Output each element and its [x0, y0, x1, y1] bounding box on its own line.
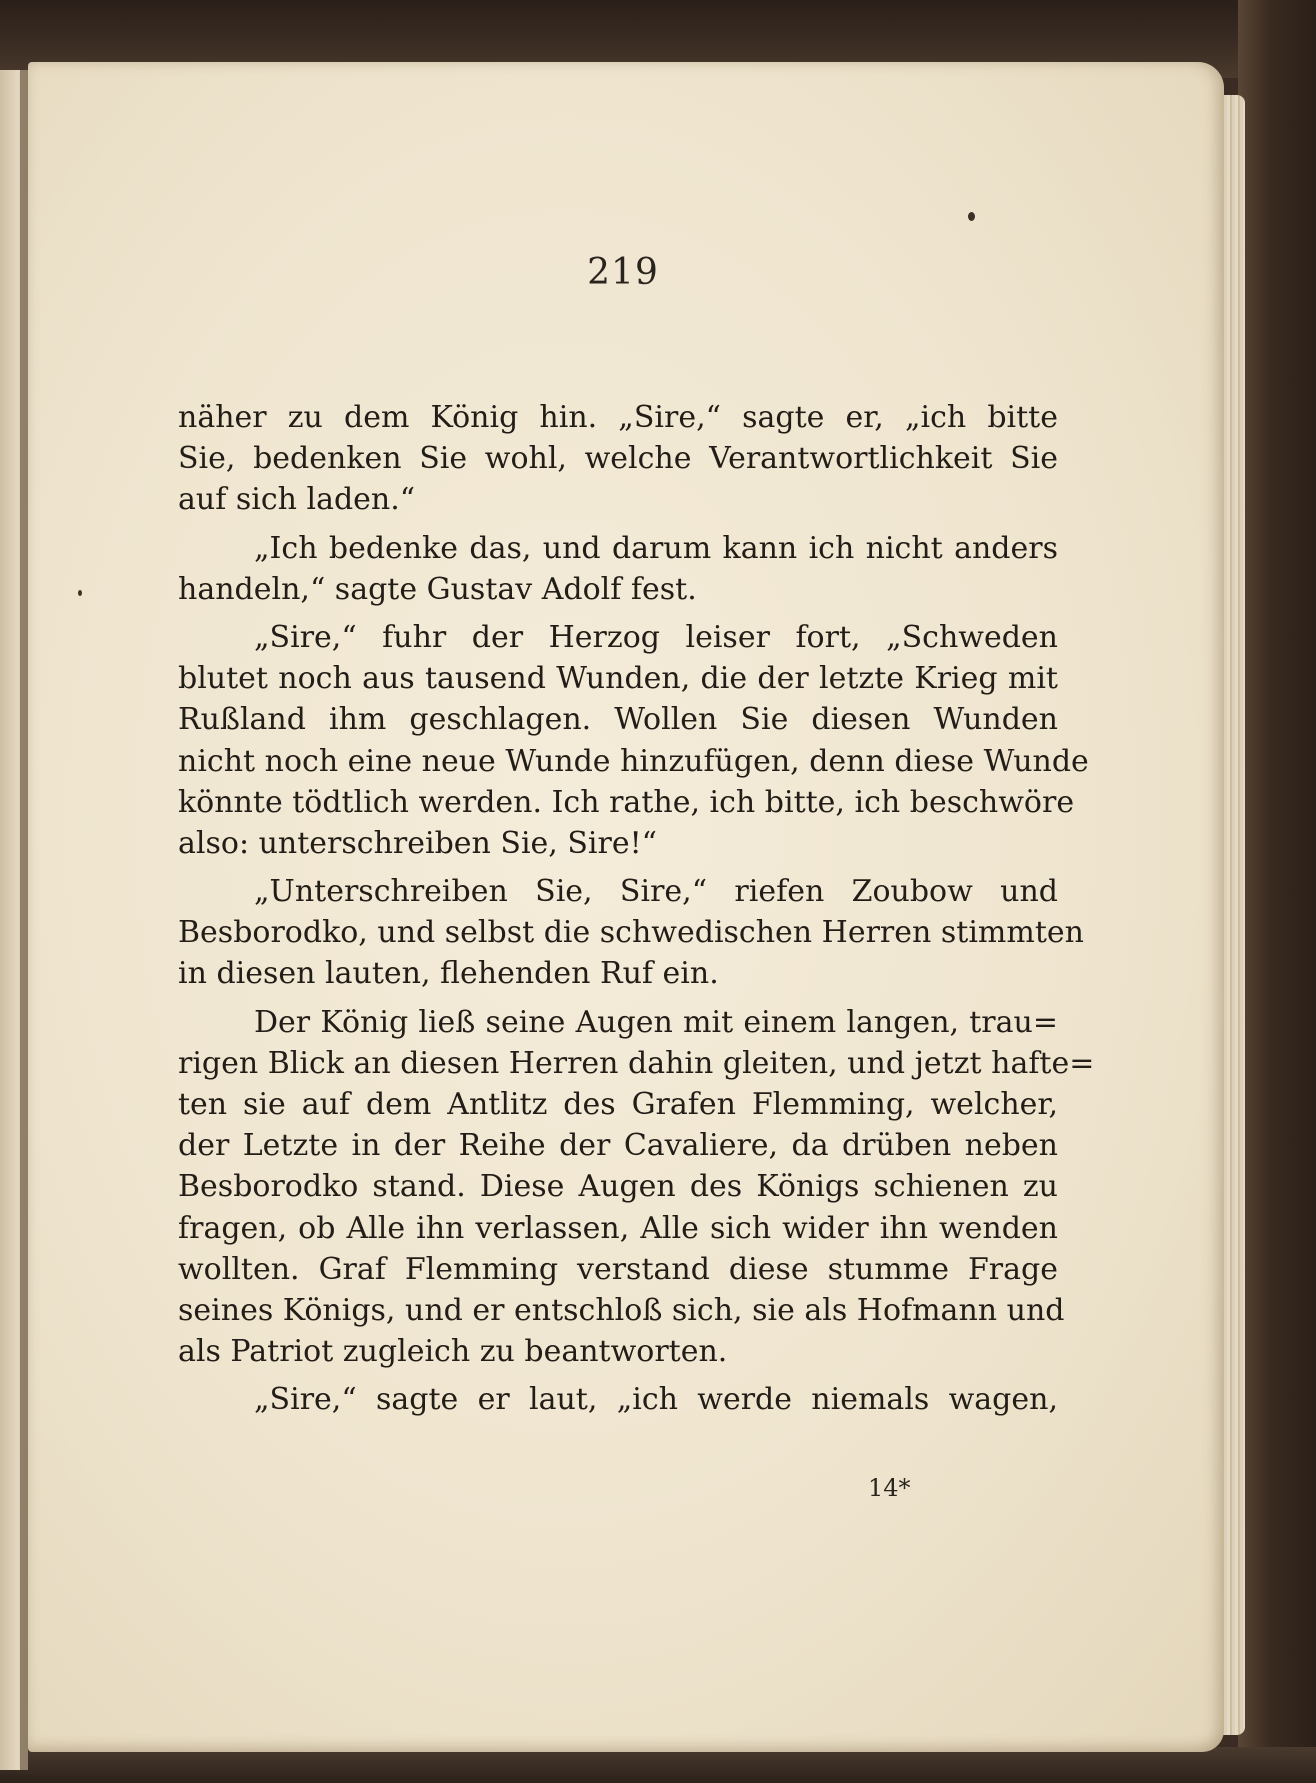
- page-number: 219: [587, 252, 659, 293]
- paragraph-gap: [178, 864, 1058, 871]
- book-cover-right: [1238, 0, 1316, 1783]
- text-line: rigen Blick an diesen Herren dahin gleiten, und jetzt hafte=: [178, 1045, 1095, 1081]
- ink-spot: [968, 212, 975, 221]
- text-line: der Letzte in der Reihe der Cavaliere, da drüben neben: [178, 1128, 1058, 1164]
- text-line: seines Königs, und er entschloß sich, sie als Hofmann und: [178, 1292, 1065, 1328]
- text-line: „Sire,“ sagte er laut, „ich werde niemals wagen,: [254, 1382, 1058, 1418]
- text-line: „Unterschreiben Sie, Sire,“ riefen Zoubow und: [254, 874, 1058, 910]
- text-line: also: unterschreiben Sie, Sire!“: [178, 825, 658, 861]
- page-body-text: [178, 397, 1095, 1421]
- text-line: könnte tödtlich werden. Ich rathe, ich bitte, ich beschwöre: [178, 784, 1075, 820]
- text-line: als Patriot zugleich zu beantworten.: [178, 1334, 728, 1370]
- text-line: Rußland ihm geschlagen. Wollen Sie diesen Wunden: [178, 702, 1058, 738]
- text-line: fragen, ob Alle ihn verlassen, Alle sich wider ihn wenden: [178, 1210, 1058, 1246]
- text-line: auf sich laden.“: [178, 482, 416, 518]
- signature-mark: 14*: [868, 1474, 911, 1502]
- text-line: Besborodko stand. Diese Augen des Königs schienen zu: [178, 1169, 1058, 1205]
- text-line: handeln,“ sagte Gustav Adolf fest.: [178, 571, 697, 607]
- text-line: in diesen lauten, flehenden Ruf ein.: [178, 956, 719, 992]
- ink-spot: [78, 590, 82, 596]
- paragraph-gap: [178, 995, 1058, 1002]
- text-line: blutet noch aus tausend Wunden, die der letzte Krieg mit: [178, 661, 1058, 697]
- text-line: Besborodko, und selbst die schwedischen Herren stimmten: [178, 915, 1084, 951]
- text-line: nicht noch eine neue Wunde hinzufügen, denn diese Wunde: [178, 743, 1089, 779]
- text-line: Sie, bedenken Sie wohl, welche Verantwortlichkeit Sie: [178, 441, 1058, 477]
- text-line: „Ich bedenke das, und darum kann ich nicht anders: [254, 530, 1058, 566]
- text-line: ten sie auf dem Antlitz des Grafen Flemming, welcher,: [178, 1087, 1058, 1122]
- paragraph-gap: [178, 1372, 1058, 1379]
- book-gutter: [20, 70, 28, 1770]
- text-line: wollten. Graf Flemming verstand diese stumme Frage: [178, 1251, 1058, 1287]
- text-line: „Sire,“ fuhr der Herzog leiser fort, „Schweden: [254, 619, 1058, 655]
- book-page: [28, 62, 1224, 1752]
- paragraph-gap: [178, 610, 1058, 617]
- text-line: näher zu dem König hin. „Sire,“ sagte er, „ich bitte: [178, 400, 1058, 435]
- book-cover-bottom: [0, 1747, 1316, 1783]
- text-line: Der König ließ seine Augen mit einem langen, trau=: [254, 1004, 1058, 1040]
- paragraph-gap: [178, 521, 1058, 528]
